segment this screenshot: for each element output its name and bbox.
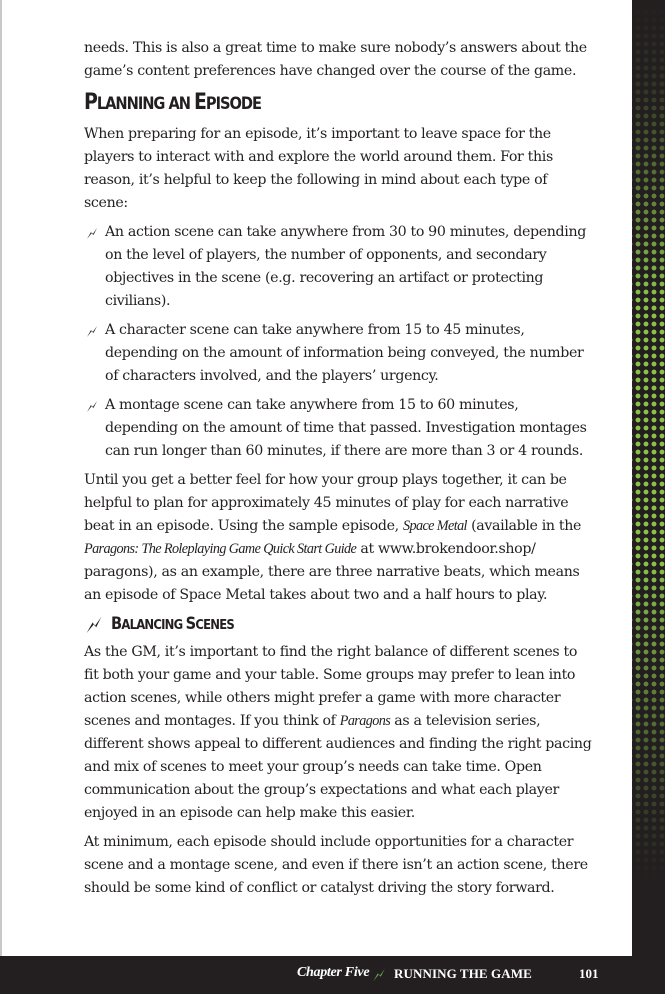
- intro-paragraph: needs. This is also a great time to make sure nobody’s answers about the game’s content preferences have changed over the course of the game.: [84, 40, 587, 79]
- section-heading-planning-an-episode: [84, 89, 523, 118]
- balancing-paragraph: [84, 641, 594, 825]
- section-intro-paragraph: When preparing for an episode, it’s important to leave space for the players to interact with and explore the world around them. For this reason, it’s helpful to keep the following in mind about each type of scene:: [84, 126, 553, 211]
- scene-duration-list: [84, 221, 594, 463]
- list-item-montage-scene: [84, 394, 594, 463]
- page-left-edge: [0, 0, 2, 956]
- subsection-heading-text: [111, 613, 234, 637]
- heading-initial: S: [185, 614, 196, 634]
- text-run: (available in the: [466, 518, 582, 534]
- page-footer: [0, 956, 665, 994]
- lightning-bolt-icon: [86, 400, 98, 413]
- footer-chapter-label: Chapter Five: [297, 965, 370, 980]
- list-item-text: A montage scene can take anywhere from 15 to 60 minutes, depending on the amount of time that passed. Investigation montages can run longer than 60 minutes, if there are more than 3 or 4 rounds.: [105, 397, 587, 459]
- heading-initial: B: [111, 614, 122, 634]
- italic-title-quick-start-guide: Paragons: The Roleplaying Game Quick Start Guide: [84, 541, 357, 557]
- list-item-text: An action scene can take anywhere from 30 to 90 minutes, depending on the level of players, the number of opponents, and secondary objectives in the scene (e.g. recovering an artifact or protecting civilians).: [105, 224, 586, 309]
- text-run: As the GM, it’s important to find the right balance of different scenes to fit both your game and your table. Some groups may prefer to lean into action scenes, while others might prefer a game with more character scenes and montages. If you think of: [84, 644, 578, 729]
- italic-title-space-metal: Space Metal: [402, 518, 467, 534]
- lightning-bolt-icon: [86, 325, 98, 338]
- lightning-bolt-icon: [86, 227, 98, 240]
- side-decorative-stripe: [632, 0, 665, 994]
- text-run: at www.brokendoor.shop/ paragons), as an example, there are three narrative beats, which means an episode of Space Metal takes about two and a half hours to play.: [84, 541, 580, 603]
- lightning-bolt-icon: [372, 967, 386, 983]
- heading-smallcaps: ALANCING: [121, 617, 186, 633]
- page-number: 101: [579, 966, 599, 981]
- footer-chapter-title: RUNNING THE GAME: [394, 966, 532, 981]
- lightning-bolt-icon: [86, 616, 102, 634]
- heading-initial: E: [194, 90, 206, 115]
- heading-smallcaps: CENES: [195, 617, 234, 633]
- list-item-character-scene: [84, 319, 594, 388]
- list-item-text: A character scene can take anywhere from 15 to 45 minutes, depending on the amount of information being conveyed, the number of characters involved, and the players’ urgency.: [105, 322, 584, 384]
- italic-title-paragons: Paragons: [339, 713, 391, 729]
- list-item-action-scene: [84, 221, 594, 313]
- heading-smallcaps: PISODE: [205, 94, 261, 114]
- planning-paragraph: [84, 469, 594, 607]
- text-run: as a television series, different shows appeal to different audiences and finding the right pacing and mix of scenes to meet your group’s needs can take time. Open communication about the group’s expectations and what each player enjoyed in an episode can help make this easier.: [84, 713, 592, 821]
- subsection-heading-balancing-scenes: [86, 613, 594, 637]
- closing-paragraph: At minimum, each episode should include opportunities for a character scene and a montage scene, and even if there isn’t an action scene, there should be some kind of conflict or catalyst driving the story forward.: [84, 834, 588, 896]
- heading-initial: P: [84, 90, 97, 115]
- text-run: Until you get a better feel for how your group plays together, it can be helpful to plan for approximately 45 minutes of play for each narrative beat in an episode. Using the sample episode,: [84, 472, 569, 534]
- halftone-pattern: [632, 0, 665, 956]
- heading-smallcaps: LANNING AN: [96, 94, 195, 114]
- page-content: [84, 37, 594, 906]
